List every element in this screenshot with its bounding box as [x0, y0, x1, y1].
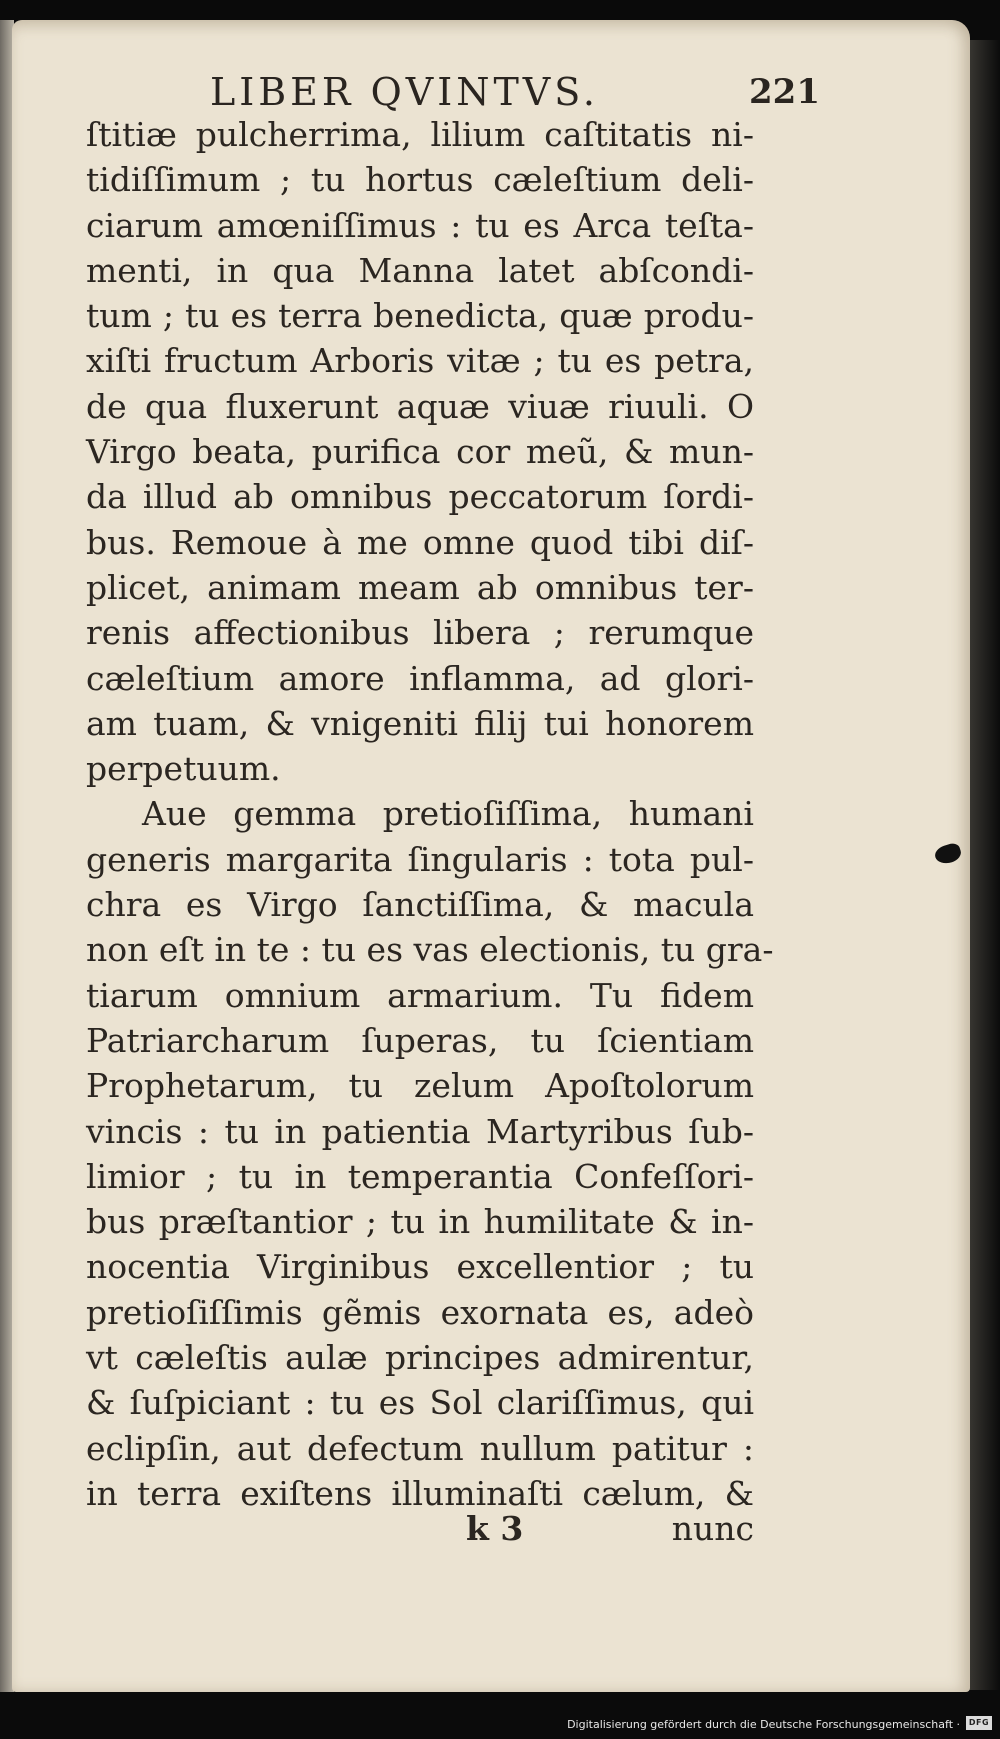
body-text [86, 112, 774, 1516]
text-line: ciarum amœniſſimus : tu es Arca teſta- [86, 205, 754, 245]
text-line: Virgo beata, purifica cor meũ, & mun- [86, 432, 754, 472]
text-line: vincis : tu in patientia Martyribus ſub- [86, 1111, 754, 1151]
running-title: LIBER QVINTVS. [210, 70, 600, 114]
page-number: 221 [749, 72, 820, 112]
text-line: limior ; tu in temperantia Confeſſori- [86, 1156, 754, 1196]
text-line-paragraph-start: Aue gemma pretioſiſſima, humani [142, 794, 754, 834]
text-line: non eſt in te : tu es vas electionis, tu gra- [86, 930, 774, 970]
text-line: tiarum omnium armarium. Tu fidem [86, 975, 754, 1015]
text-line: nocentia Virginibus excellentior ; tu [86, 1247, 754, 1287]
text-line: bus præſtantior ; tu in humilitate & in- [86, 1202, 754, 1242]
text-line: eclipſin, aut defectum nullum patitur : [86, 1428, 754, 1468]
text-line: bus. Remoue à me omne quod tibi diſ- [86, 522, 754, 562]
page-footer [86, 1509, 754, 1553]
catchword: nunc [671, 1509, 754, 1548]
text-line: renis affectionibus libera ; rerumque [86, 613, 754, 653]
text-line: perpetuum. [86, 749, 281, 789]
text-line: vt cæleſtis aulæ principes admirentur, [86, 1338, 754, 1378]
text-line: de qua fluxerunt aquæ viuæ riuuli. O [86, 386, 754, 426]
digitization-credit: Digitalisierung gefördert durch die Deutsche Forschungsgemeinschaft · [567, 1718, 960, 1731]
page-header [90, 70, 820, 114]
text-line: tum ; tu es terra benedicta, quæ produ- [86, 296, 754, 336]
text-line: cæleſtium amore inflamma, ad glori- [86, 658, 754, 698]
page-right-edge-shadow [968, 40, 1000, 1690]
text-line: menti, in qua Manna latet abſcondi- [86, 250, 754, 290]
scan-top-border [0, 0, 1000, 20]
text-line: chra es Virgo ſanctiſſima, & macula [86, 885, 754, 925]
text-line: plicet, animam meam ab omnibus ter- [86, 567, 754, 607]
scan-bottom-bar [0, 1692, 1000, 1739]
text-line: pretioſiſſimis gẽmis exornata es, adeò [86, 1292, 754, 1332]
text-line: Patriarcharum ſuperas, tu ſcientiam [86, 1020, 754, 1060]
text-line: tidiſſimum ; tu hortus cæleſtium deli- [86, 160, 754, 200]
text-line: Prophetarum, tu zelum Apoſtolorum [86, 1066, 754, 1106]
text-line: in terra exiſtens illuminaſti cælum, & [86, 1473, 754, 1513]
text-line: generis margarita ſingularis : tota pul- [86, 839, 754, 879]
text-line: da illud ab omnibus peccatorum ſordi- [86, 477, 754, 517]
signature-mark: k 3 [466, 1509, 524, 1548]
text-line: & ſuſpiciant : tu es Sol clariſſimus, qui [86, 1383, 754, 1423]
dfg-logo-icon: DFG [966, 1716, 992, 1730]
text-line: xiſti fructum Arboris vitæ ; tu es petra, [86, 341, 754, 381]
text-line: ſtitiæ pulcherrima, lilium caſtitatis ni- [86, 115, 754, 154]
text-line: am tuam, & vnigeniti filij tui honorem [86, 703, 754, 743]
